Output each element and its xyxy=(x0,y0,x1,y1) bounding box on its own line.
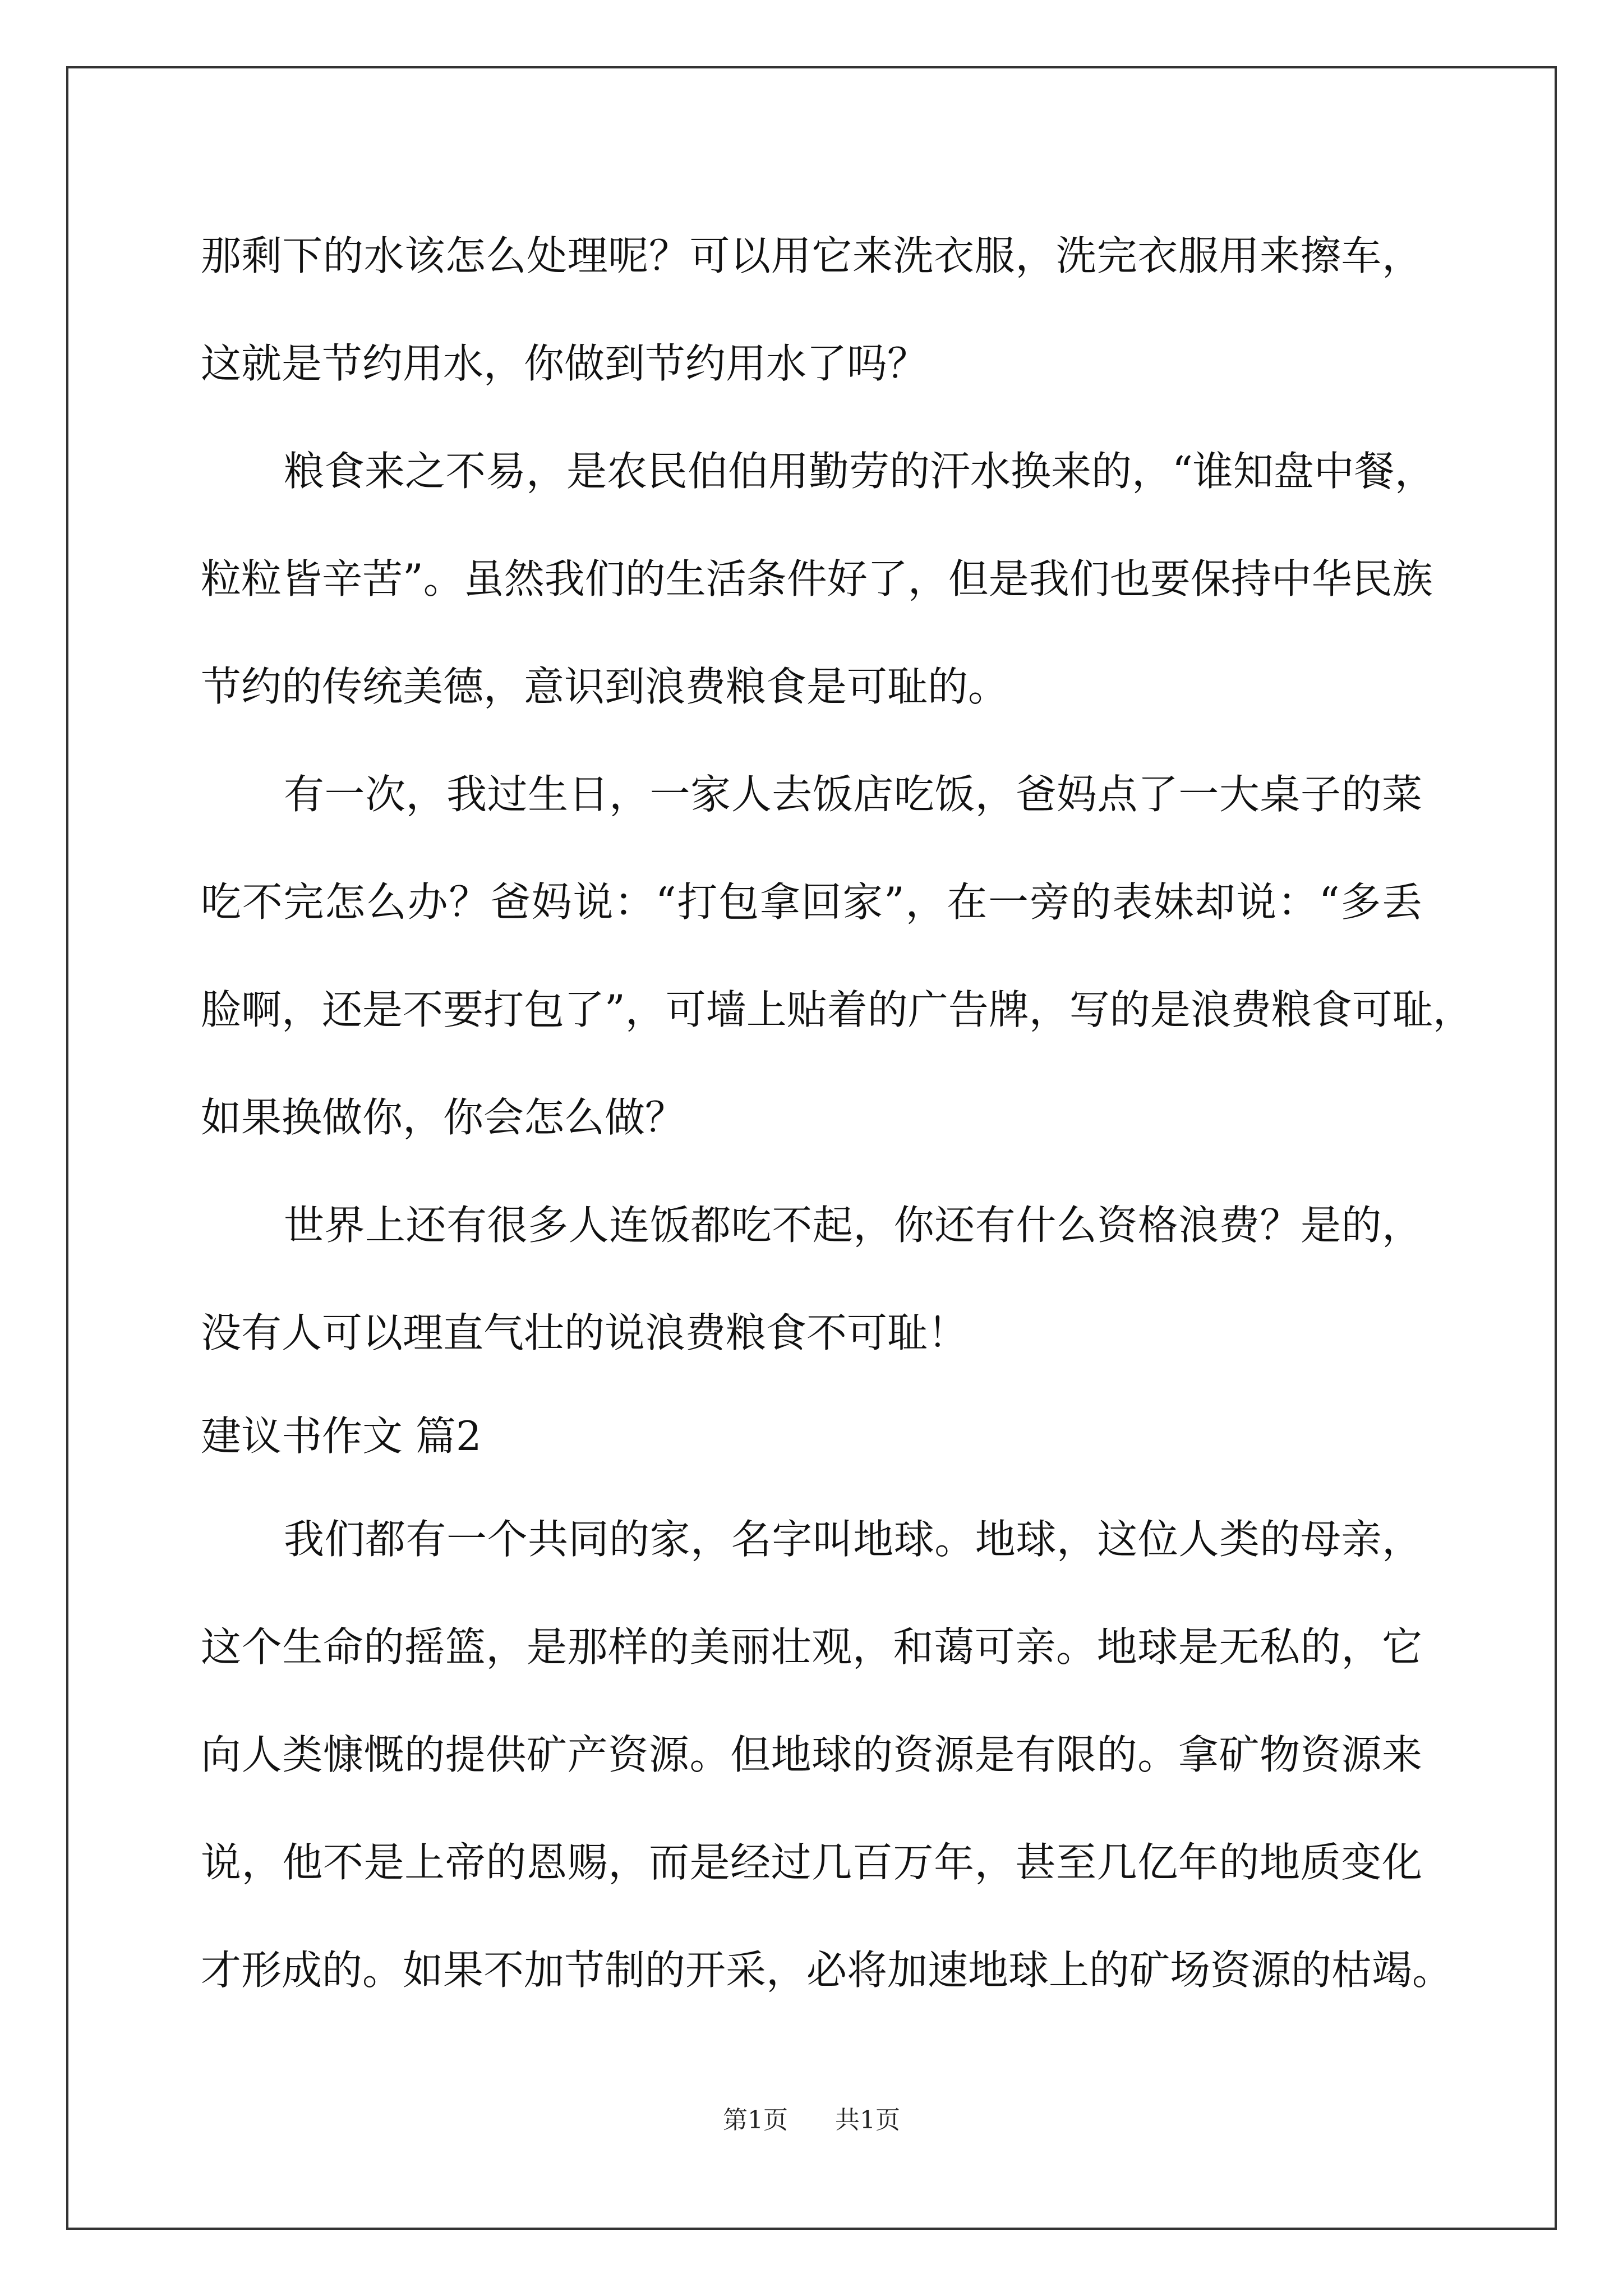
text-line: 没有人可以理直气壮的说浪费粮食不可耻！ xyxy=(201,1309,969,1356)
document-body xyxy=(201,202,1473,2024)
text-line: 脸啊，还是不要打包了”，可墙上贴着的广告牌，写的是浪费粮食可耻， xyxy=(201,986,1473,1033)
text-line: 有一次，我过生日，一家人去饭店吃饭，爸妈点了一大桌子的菜 xyxy=(284,771,1422,818)
text-line: 向人类慷慨的提供矿产资源。但地球的资源是有限的。拿矿物资源来 xyxy=(201,1731,1422,1778)
text-line: 说，他不是上帝的恩赐，而是经过几百万年，甚至几亿年的地质变化 xyxy=(201,1839,1422,1886)
text-line: 吃不完怎么办？爸妈说：“打包拿回家”，在一旁的表妹却说：“多丢 xyxy=(201,878,1422,926)
text-line: 才形成的。如果不加节制的开采，必将加速地球上的矿场资源的枯竭。 xyxy=(201,1947,1453,1994)
text-line: 粒粒皆辛苦”。虽然我们的生活条件好了，但是我们也要保持中华民族 xyxy=(201,555,1433,602)
text-line: 这个生命的摇篮，是那样的美丽壮观，和蔼可亲。地球是无私的，它 xyxy=(201,1623,1422,1671)
text-line: 世界上还有很多人连饭都吃不起，你还有什么资格浪费？是的， xyxy=(284,1202,1422,1249)
text-line: 这就是节约用水，你做到节约用水了吗？ xyxy=(201,340,928,387)
page-footer xyxy=(0,2104,1623,2137)
page-total: 共1页 xyxy=(835,2106,900,2134)
text-line: 那剩下的水该怎么处理呢？可以用它来洗衣服，洗完衣服用来擦车， xyxy=(201,232,1422,279)
section-heading: 建议书作文 篇2 xyxy=(201,1412,482,1460)
text-line: 我们都有一个共同的家，名字叫地球。地球，这位人类的母亲， xyxy=(284,1516,1422,1563)
text-line: 如果换做你，你会怎么做？ xyxy=(201,1094,686,1141)
text-line: 节约的传统美德，意识到浪费粮食是可耻的。 xyxy=(201,663,1009,710)
text-line: 粮食来之不易，是农民伯伯用勤劳的汗水换来的，“谁知盘中餐， xyxy=(284,448,1435,495)
page-number: 第1页 xyxy=(723,2106,788,2134)
